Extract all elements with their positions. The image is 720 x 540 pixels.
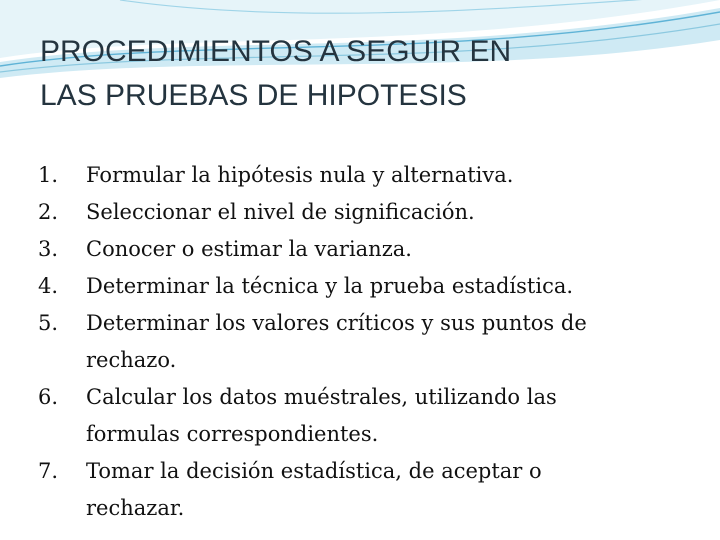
slide-title bbox=[40, 30, 680, 118]
list-item bbox=[38, 305, 678, 379]
list-item bbox=[38, 157, 678, 194]
list-item bbox=[38, 194, 678, 231]
item-text-continuation: formulas correspondientes. bbox=[86, 422, 379, 446]
item-text-continuation: rechazo. bbox=[86, 348, 177, 372]
item-number: 4. bbox=[38, 274, 59, 298]
item-number: 2. bbox=[38, 200, 59, 224]
item-text-continuation: rechazar. bbox=[86, 496, 185, 520]
item-text: Calcular los datos muéstrales, utilizando las bbox=[86, 385, 557, 409]
item-text: Tomar la decisión estadística, de aceptar o bbox=[86, 459, 542, 483]
list-item bbox=[38, 453, 678, 527]
item-number: 5. bbox=[38, 311, 59, 335]
item-text: Seleccionar el nivel de significación. bbox=[86, 200, 475, 224]
item-number: 1. bbox=[38, 163, 59, 187]
item-text: Conocer o estimar la varianza. bbox=[86, 237, 412, 261]
list-item bbox=[38, 231, 678, 268]
item-number: 7. bbox=[38, 459, 59, 483]
item-text: Formular la hipótesis nula y alternativa. bbox=[86, 163, 514, 187]
item-text: Determinar los valores críticos y sus puntos de bbox=[86, 311, 587, 335]
title-line-2: LAS PRUEBAS DE HIPOTESIS bbox=[40, 79, 467, 112]
title-line-1: PROCEDIMIENTOS A SEGUIR EN bbox=[40, 35, 512, 68]
list-item bbox=[38, 379, 678, 453]
item-number: 6. bbox=[38, 385, 59, 409]
procedure-list bbox=[38, 157, 678, 527]
item-text: Determinar la técnica y la prueba estadística. bbox=[86, 274, 574, 298]
list-item bbox=[38, 268, 678, 305]
item-number: 3. bbox=[38, 237, 59, 261]
